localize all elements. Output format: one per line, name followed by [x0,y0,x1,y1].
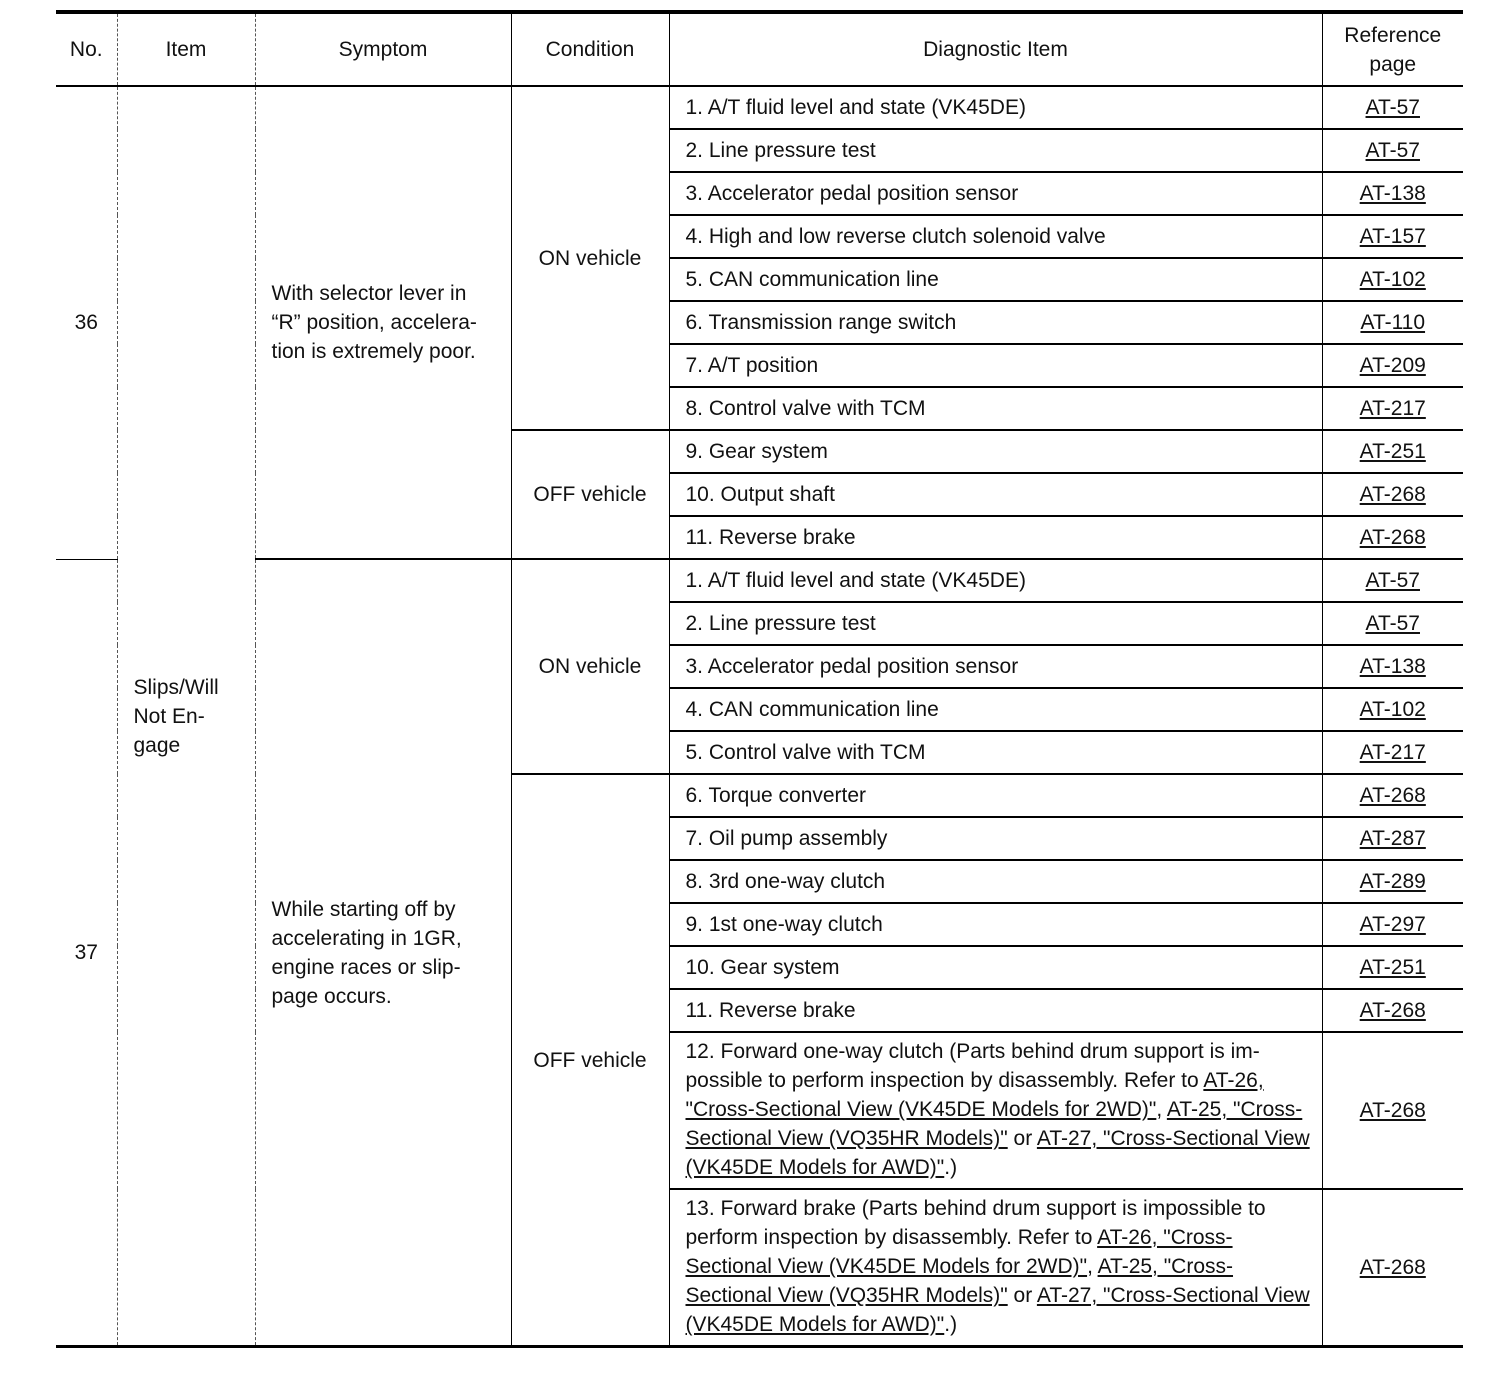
cross-section-link-awd[interactable]: AT-27, "Cross-Sectional View (VK45DE Models for AWD)" [685,1127,1310,1179]
reference-link[interactable]: AT-57 [1365,139,1420,162]
reference-link[interactable]: AT-289 [1359,870,1426,893]
symptom-line: While starting off by [271,897,456,921]
item-cell [117,86,255,1347]
reference-cell [1322,129,1463,172]
symptom-line: With selector lever in [271,282,467,305]
reference-link[interactable]: AT-297 [1359,913,1426,936]
diagnostic-item: 9. Gear system [669,430,1322,473]
diagnostic-item: 3. Accelerator pedal position sensor [669,645,1322,688]
row-number: 37 [56,559,117,1347]
reference-link[interactable]: AT-251 [1359,440,1426,463]
reference-cell [1322,817,1463,860]
reference-cell [1322,387,1463,430]
diag-tail: .) [944,1156,958,1179]
reference-link[interactable]: AT-57 [1365,96,1420,119]
diagnostic-item: 2. Line pressure test [669,129,1322,172]
reference-link[interactable]: AT-138 [1359,182,1426,205]
diagnostic-item: 2. Line pressure test [669,602,1322,645]
table-header-row [56,12,1463,86]
diagnostic-item: 8. 3rd one-way clutch [669,860,1322,903]
symptom-line: accelerating in 1GR, [271,926,462,950]
reference-link[interactable]: AT-251 [1359,956,1426,979]
diag-sep: or [1007,1284,1037,1307]
symptom-line: page occurs. [271,984,392,1008]
header-diagnostic-item: Diagnostic Item [669,12,1322,86]
reference-cell [1322,86,1463,129]
symptom-cell [255,86,511,559]
diagnostic-item: 7. A/T position [669,344,1322,387]
reference-cell [1322,645,1463,688]
reference-link[interactable]: AT-268 [1359,1099,1426,1122]
diag-sep: or [1007,1127,1037,1150]
diag-sep: , [1156,1098,1167,1121]
diagnostic-item: 4. CAN communication line [669,688,1322,731]
table-row [56,86,1463,129]
reference-link[interactable]: AT-268 [1359,999,1426,1022]
reference-link[interactable]: AT-110 [1360,311,1426,334]
diagnostic-item: 7. Oil pump assembly [669,817,1322,860]
diagnostic-item: 9. 1st one-way clutch [669,903,1322,946]
reference-link[interactable]: AT-287 [1359,827,1426,850]
cross-section-link-2wd[interactable]: AT-26, "Cross-Sectional View (VK45DE Models for 2WD)" [685,1226,1233,1278]
reference-link[interactable]: AT-102 [1359,268,1426,291]
reference-cell [1322,1032,1463,1189]
reference-cell [1322,989,1463,1032]
diagnostic-item: 10. Gear system [669,946,1322,989]
reference-cell [1322,946,1463,989]
reference-cell [1322,1189,1463,1347]
diagnostic-item-long [669,1189,1322,1347]
item-line: gage [133,733,181,757]
reference-link[interactable]: AT-268 [1359,784,1426,807]
symptom-cell [255,559,511,1347]
item-line: Slips/Will [133,675,219,699]
symptom-line: “R” position, accelera- [271,311,477,334]
reference-cell [1322,774,1463,817]
diagnostic-item: 1. A/T fluid level and state (VK45DE) [669,559,1322,602]
reference-link[interactable]: AT-102 [1359,698,1426,721]
reference-cell [1322,516,1463,559]
reference-link[interactable]: AT-57 [1365,569,1420,592]
symptom-line: tion is extremely poor. [271,340,476,363]
reference-link[interactable]: AT-217 [1359,397,1426,420]
diagnostic-item: 3. Accelerator pedal position sensor [669,172,1322,215]
cross-section-link-2wd[interactable]: AT-26, "Cross-Sectional View (VK45DE Models for 2WD)" [685,1069,1264,1121]
reference-cell [1322,430,1463,473]
item-line: Not En- [133,704,205,728]
reference-cell [1322,473,1463,516]
reference-cell [1322,301,1463,344]
diagnostic-item: 5. CAN communication line [669,258,1322,301]
reference-cell [1322,688,1463,731]
diagnostic-item: 1. A/T fluid level and state (VK45DE) [669,86,1322,129]
cross-section-link-vq35hr[interactable]: AT-25, "Cross-Sectional View (VQ35HR Models)" [685,1098,1303,1150]
reference-link[interactable]: AT-268 [1359,526,1426,549]
diagnostic-item: 6. Torque converter [669,774,1322,817]
reference-link[interactable]: AT-217 [1359,741,1426,764]
header-reference-page [1322,12,1463,86]
cross-section-link-awd[interactable]: AT-27, "Cross-Sectional View (VK45DE Models for AWD)" [685,1284,1310,1336]
diagnostic-item: 6. Transmission range switch [669,301,1322,344]
condition-on-vehicle: ON vehicle [511,86,669,430]
diag-lead: 13. Forward brake (Parts behind drum support is impossible to perform inspection by disassembly. Refer to [685,1197,1266,1249]
reference-link[interactable]: AT-209 [1359,354,1426,377]
header-no: No. [56,12,117,86]
symptom-line: engine races or slip- [271,955,461,979]
reference-cell [1322,258,1463,301]
reference-link[interactable]: AT-268 [1359,483,1426,506]
header-item: Item [117,12,255,86]
diagnostic-item: 4. High and low reverse clutch solenoid valve [669,215,1322,258]
header-symptom: Symptom [255,12,511,86]
header-condition: Condition [511,12,669,86]
diagnostic-item: 11. Reverse brake [669,516,1322,559]
condition-on-vehicle: ON vehicle [511,559,669,774]
table-row [56,559,1463,602]
reference-cell [1322,860,1463,903]
reference-link[interactable]: AT-268 [1359,1256,1426,1279]
row-number: 36 [56,86,117,559]
reference-cell [1322,215,1463,258]
diag-tail: .) [944,1313,958,1336]
diagnostic-item: 11. Reverse brake [669,989,1322,1032]
reference-cell [1322,172,1463,215]
reference-cell [1322,344,1463,387]
condition-off-vehicle: OFF vehicle [511,774,669,1347]
diagnostic-item-long [669,1032,1322,1189]
reference-link[interactable]: AT-138 [1359,655,1426,678]
cross-section-link-vq35hr[interactable]: AT-25, "Cross-Sectional View (VQ35HR Models)" [685,1255,1234,1307]
diagnostic-item: 10. Output shaft [669,473,1322,516]
diag-sep: , [1087,1255,1098,1278]
reference-link[interactable]: AT-57 [1365,612,1420,635]
header-reference-line1: Reference [1344,23,1442,47]
diag-lead: 12. Forward one-way clutch (Parts behind drum support is im-possible to perform inspection by disassembly. Refer to [685,1040,1260,1092]
diagnostic-item: 5. Control valve with TCM [669,731,1322,774]
reference-cell [1322,559,1463,602]
reference-cell [1322,903,1463,946]
reference-cell [1322,602,1463,645]
diagnosis-table [56,10,1463,1348]
diagnostic-item: 8. Control valve with TCM [669,387,1322,430]
condition-off-vehicle: OFF vehicle [511,430,669,559]
header-reference-line2: page [1369,52,1417,76]
reference-cell [1322,731,1463,774]
reference-link[interactable]: AT-157 [1359,225,1426,248]
